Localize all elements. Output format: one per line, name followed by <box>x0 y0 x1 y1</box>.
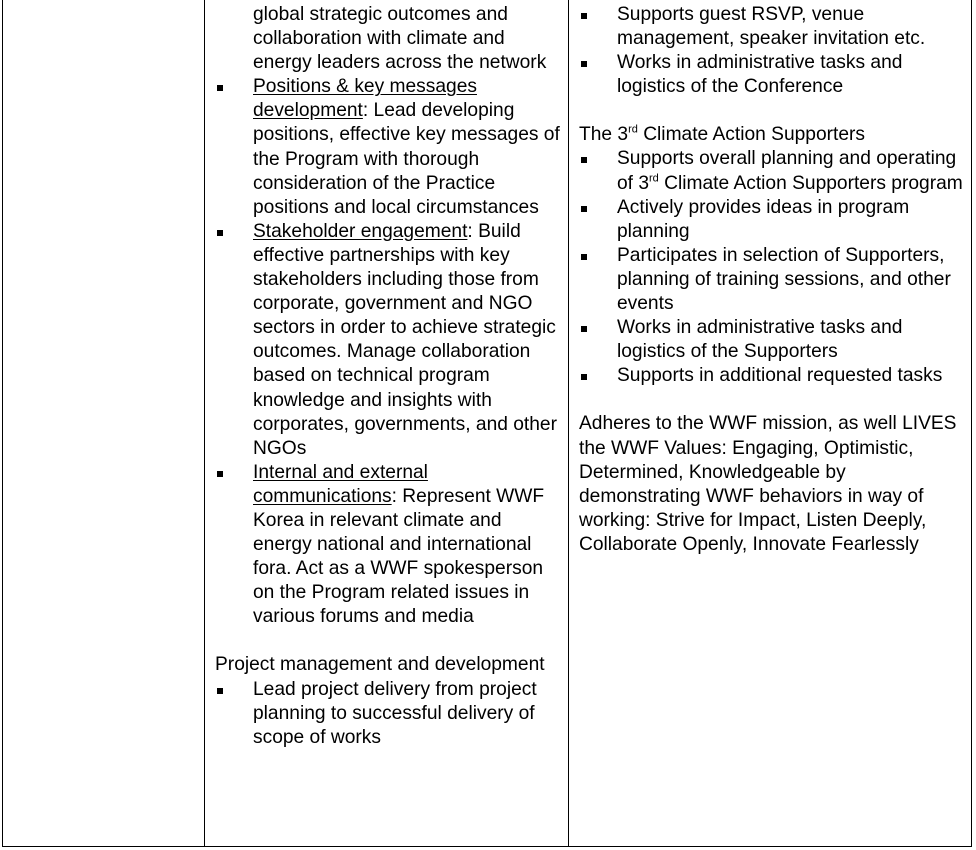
column-divider-1 <box>204 0 205 847</box>
responsibilities-column <box>215 3 563 750</box>
bullet-continuation: global strategic outcomes and collaboration with climate and energy leaders across the network <box>253 4 547 74</box>
bullet-square-icon <box>217 230 223 236</box>
bullet-square-icon <box>217 688 223 694</box>
bullet-square-icon <box>581 61 587 67</box>
bullet-square-icon <box>581 326 587 332</box>
bullet-square-icon <box>581 374 587 380</box>
list-item: Stakeholder engagement: Build effective partnerships with key stakeholders including those from corporate, government and NGO sectors in order to achieve strategic outcomes. Manage collaboration based on technical program knowledge and insights with corporates, governments, and other NGOs <box>215 220 563 461</box>
list-item: Supports guest RSVP, venue management, speaker invitation etc. <box>579 3 967 51</box>
list-item: Works in administrative tasks and logistics of the Supporters <box>579 316 967 364</box>
bullet-square-icon <box>217 85 223 91</box>
bullet-square-icon <box>581 254 587 260</box>
list-item: Supports in additional requested tasks <box>579 364 967 388</box>
list-item: Internal and external communications: Represent WWF Korea in relevant climate and energy national and international fora. Act as a WWF spokesperson on the Program related issues in various forums and media <box>215 461 563 630</box>
tasks-column <box>579 3 967 557</box>
column-divider-2 <box>568 0 569 847</box>
list-item: Supports overall planning and operating of 3rd Climate Action Supporters program <box>579 147 967 195</box>
list-item: Actively provides ideas in program planning <box>579 196 967 244</box>
bullet-square-icon <box>581 13 587 19</box>
list-item: Lead project delivery from project planning to successful delivery of scope of works <box>215 678 563 750</box>
bullet-square-icon <box>581 206 587 212</box>
section-heading: Project management and development <box>215 654 545 676</box>
list-item: Positions & key messages development: Lead developing positions, effective key messages of the Program with thorough consideration of the Practice positions and local circumstances <box>215 75 563 220</box>
supporters-heading: The 3rd Climate Action Supporters <box>579 123 866 146</box>
list-item: Participates in selection of Supporters, planning of training sessions, and other events <box>579 244 967 316</box>
values-paragraph: Adheres to the WWF mission, as well LIVES the WWF Values: Engaging, Optimistic, Determined, Knowledgeable by demonstrating WWF behaviors in way of working: Strive for Impact, Listen Deeply, Collaborate Openly, Innovate Fearlessly <box>579 413 957 555</box>
bullet-square-icon <box>217 471 223 477</box>
bullet-square-icon <box>581 157 587 163</box>
list-item: Works in administrative tasks and logistics of the Conference <box>579 51 967 99</box>
